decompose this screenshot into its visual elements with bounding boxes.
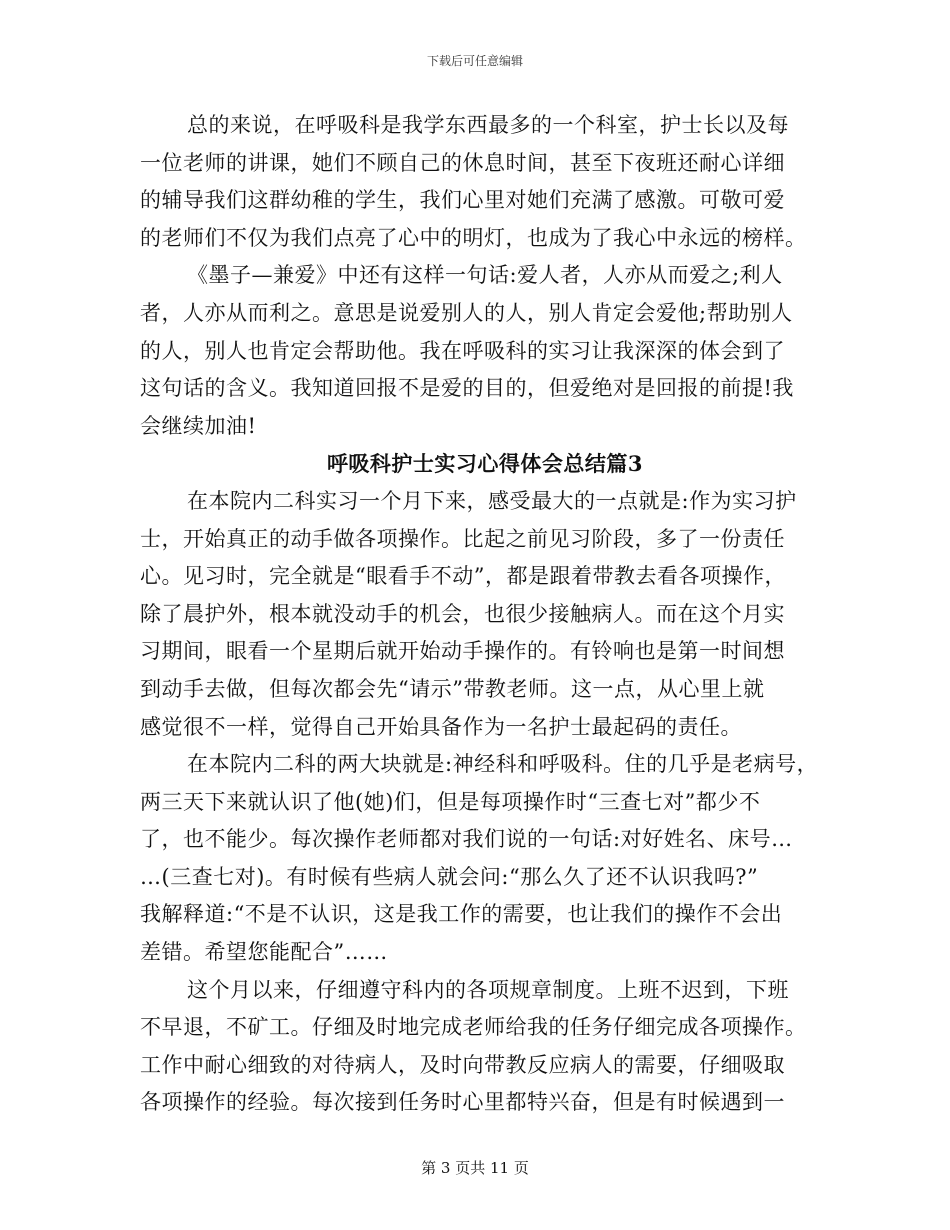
- paragraph-line: 的老师们不仅为我们点亮了心中的明灯，也成为了我心中永远的榜样。: [140, 225, 807, 250]
- paragraph-line: 会继续加油!: [140, 413, 257, 438]
- paragraph-line: 心。见习时，完全就是“眼看手不动”，都是跟着带教去看各项操作，: [140, 564, 786, 589]
- paragraph-line: 两三天下来就认识了他(她)们，但是每项操作时“三查七对”都少不: [140, 789, 761, 814]
- paragraph-line: 到动手去做，但每次都会先“请示”带教老师。这一点，从心里上就: [140, 676, 765, 701]
- paragraph-line: 的辅导我们这群幼稚的学生，我们心里对她们充满了感激。可敬可爱: [140, 188, 785, 213]
- paragraph-line: 一位老师的讲课，她们不顾自己的休息时间，甚至下夜班还耐心详细: [140, 150, 785, 175]
- page-header-note: 下载后可任意编辑: [426, 54, 523, 68]
- paragraph-line: 士，开始真正的动手做各项操作。比起之前见习阶段，多了一份责任: [140, 526, 785, 551]
- paragraph-line: 工作中耐心细致的对待病人，及时向带教反应病人的需要，仔细吸取: [140, 1052, 785, 1077]
- paragraph-line: 除了晨护外，根本就没动手的机会，也很少接触病人。而在这个月实: [140, 601, 785, 626]
- paragraph-line: 者，人亦从而利之。意思是说爱别人的人，别人肯定会爱他;帮助别人: [140, 300, 793, 325]
- paragraph-line: 在本院内二科的两大块就是:神经科和呼吸科。住的几乎是老病号，: [187, 752, 819, 777]
- paragraph-line: 《墨子—兼爱》中还有这样一句话:爱人者，人亦从而爱之;利人: [187, 263, 783, 288]
- paragraph-line: 习期间，眼看一个星期后就开始动手操作的。有铃响也是第一时间想: [140, 639, 785, 664]
- paragraph-line: 的人，别人也肯定会帮助他。我在呼吸科的实习让我深深的体会到了: [140, 338, 785, 363]
- paragraph-line: 我解释道:“不是不认识，这是我工作的需要，也让我们的操作不会出: [140, 902, 783, 927]
- paragraph-line: 感觉很不一样，觉得自己开始具备作为一名护士最起码的责任。: [140, 714, 742, 739]
- paragraph-line: 在本院内二科实习一个月下来，感受最大的一点就是:作为实习护: [187, 488, 797, 513]
- paragraph-line: 各项操作的经验。每次接到任务时心里都特兴奋，但是有时候遇到一: [140, 1090, 785, 1115]
- paragraph-line: 总的来说，在呼吸科是我学东西最多的一个科室，护士长以及每: [187, 113, 789, 137]
- section-heading: 呼吸科护士实习心得体会总结篇3: [326, 451, 644, 477]
- paragraph-line: 这个月以来，仔细遵守科内的各项规章制度。上班不迟到，下班: [187, 977, 789, 1002]
- paragraph-line: 这句话的含义。我知道回报不是爱的目的，但爱绝对是回报的前提!我: [140, 376, 794, 401]
- paragraph-line: …(三查七对)。有时候有些病人就会问:“那么久了还不认识我吗?”: [140, 864, 759, 889]
- page-number-footer: 第 3 页共 11 页: [421, 1159, 529, 1177]
- paragraph-line: 差错。希望您能配合”……: [140, 940, 388, 965]
- paragraph-line: 不早退，不矿工。仔细及时地完成老师给我的任务仔细完成各项操作。: [140, 1015, 807, 1040]
- document-body: [140, 107, 830, 1122]
- paragraph-line: 了，也不能少。每次操作老师都对我们说的一句话:对好姓名、床号…: [140, 827, 793, 852]
